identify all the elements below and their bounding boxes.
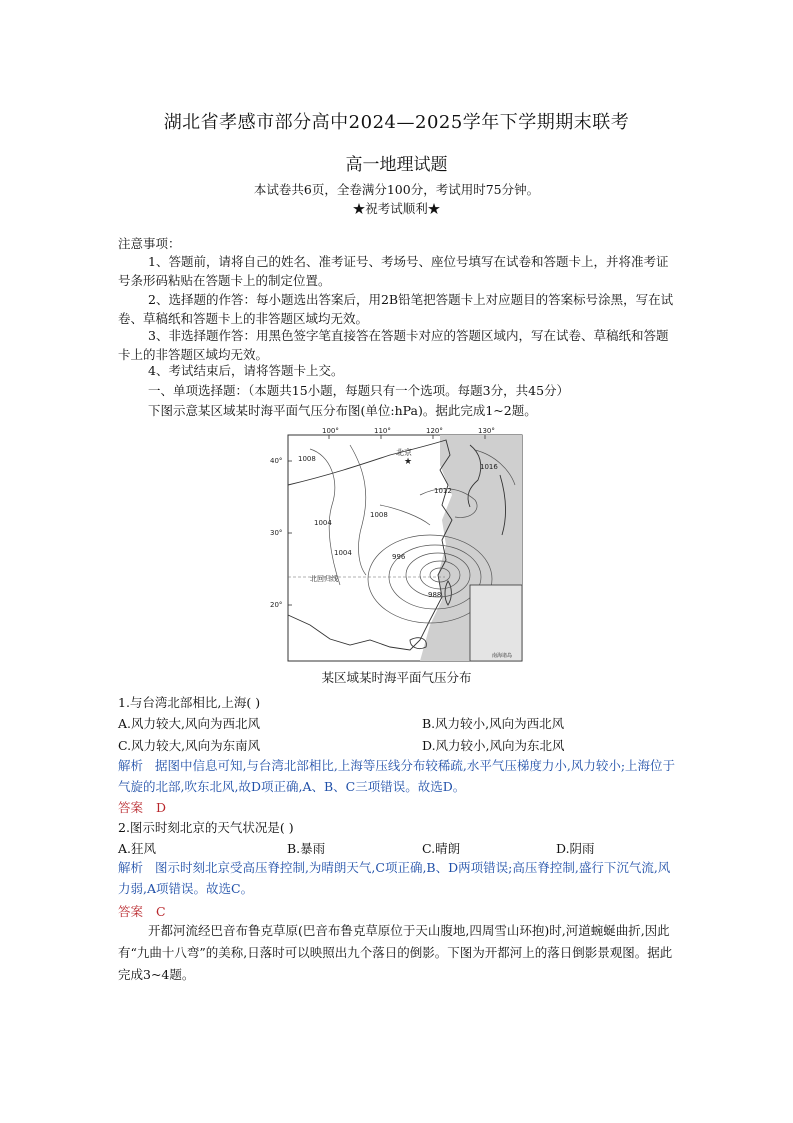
q1-answer bbox=[118, 798, 166, 816]
q2-answer bbox=[118, 902, 166, 920]
isobar-label-7: 996 bbox=[392, 553, 406, 561]
pressure-map-svg bbox=[270, 425, 526, 665]
isobar-label-1: 1008 bbox=[298, 455, 316, 463]
place-label-tropic: 北回归线 bbox=[310, 575, 338, 583]
passage-kaidu-river: 开都河流经巴音布鲁克草原(巴音布鲁克草原位于天山腹地,四周雪山环抱)时,河道蜿蜒曲折,因此有“九曲十八弯”的美称,日落时可以映照出九个落日的倒影。下图为开都河上的落日倒影景观图。据此完成3~4题。 bbox=[118, 923, 673, 982]
isobar-label-4: 1008 bbox=[370, 511, 388, 519]
notice-heading: 注意事项： bbox=[118, 236, 181, 251]
lon-label-130: 130° bbox=[478, 427, 495, 435]
q2-option-d: D.阴雨 bbox=[556, 841, 595, 856]
section1-intro: 下图示意某区域某时海平面气压分布图(单位:hPa)。据此完成1~2题。 bbox=[148, 403, 537, 418]
q2-analysis-label: 解析 bbox=[118, 860, 144, 875]
q1-option-b: B.风力较小,风向为西北风 bbox=[422, 716, 565, 731]
exam-subtitle: 高一地理试题 bbox=[345, 155, 448, 175]
pressure-map-figure bbox=[270, 425, 526, 665]
q2-stem: 2.图示时刻北京的天气状况是( ) bbox=[118, 820, 294, 835]
lat-label-20: 20° bbox=[270, 601, 283, 609]
notice-item-2: 2、选择题的作答：每小题选出答案后，用2B铅笔把答题卡上对应题目的答案标号涂黑，写在试卷、草稿纸和答题卡上的非答题区域均无效。 bbox=[118, 292, 674, 326]
lon-label-100: 100° bbox=[322, 427, 339, 435]
exam-title: 湖北省孝感市部分高中2024—2025学年下学期期末联考 bbox=[163, 112, 630, 133]
beijing-star-icon: ★ bbox=[404, 457, 413, 467]
q2-analysis bbox=[118, 857, 678, 899]
q1-option-c: C.风力较大,风向为东南风 bbox=[118, 738, 261, 753]
exam-wish: ★祝考试顺利★ bbox=[352, 201, 441, 216]
q1-stem: 1.与台湾北部相比,上海( ) bbox=[118, 695, 261, 710]
lon-label-110: 110° bbox=[374, 427, 391, 435]
isobar-label-2: 1016 bbox=[480, 463, 498, 471]
figure-caption: 某区域某时海平面气压分布 bbox=[321, 670, 472, 685]
q2-option-b: B.暴雨 bbox=[287, 841, 326, 856]
isobar-label-8: 988 bbox=[428, 591, 442, 599]
isobar-label-5: 1004 bbox=[314, 519, 332, 527]
q2-option-a: A.狂风 bbox=[118, 841, 157, 856]
q2-option-c: C.晴朗 bbox=[422, 841, 461, 856]
lat-label-30: 30° bbox=[270, 529, 283, 537]
section1-heading: 一、单项选择题：（本题共15小题，每题只有一个选项。每题3分，共45分） bbox=[148, 383, 570, 398]
q2-answer-value: C bbox=[155, 904, 166, 919]
q1-option-d: D.风力较小,风向为东北风 bbox=[422, 738, 565, 753]
q1-analysis-text: 据图中信息可知,与台湾北部相比,上海等压线分布较稀疏,水平气压梯度力小,风力较小;上海位于气旋的北部,吹东北风,故D项正确,A、B、C三项错误。故选D。 bbox=[118, 758, 676, 794]
q1-analysis bbox=[118, 755, 678, 797]
isobar-label-3: 1012 bbox=[434, 487, 452, 495]
lon-label-120: 120° bbox=[426, 427, 443, 435]
notice-item-1: 1、答题前，请将自己的姓名、准考证号、考场号、座位号填写在试卷和答题卡上，并将准考证号条形码粘贴在答题卡上的制定位置。 bbox=[118, 254, 669, 288]
isobar-label-6: 1004 bbox=[334, 549, 352, 557]
place-label-south-sea: 南海诸岛 bbox=[492, 653, 513, 659]
notice-item-4: 4、考试结束后，请将答题卡上交。 bbox=[148, 363, 344, 378]
notice-item-3: 3、非选择题作答：用黑色签字笔直接答在答题卡对应的答题区域内，写在试卷、草稿纸和答题卡上的非答题区域均无效。 bbox=[118, 328, 669, 362]
q1-answer-value: D bbox=[155, 800, 167, 815]
place-label-beijing: 北京 bbox=[396, 448, 412, 457]
q2-analysis-text: 图示时刻北京受高压脊控制,为晴朗天气,C项正确,B、D两项错误;高压脊控制,盛行下沉气流,风力弱,A项错误。故选C。 bbox=[118, 860, 671, 896]
q2-answer-label: 答案 bbox=[118, 904, 144, 919]
exam-intro: 本试卷共6页，全卷满分100分，考试用时75分钟。 bbox=[253, 182, 540, 197]
q1-option-a: A.风力较大,风向为西北风 bbox=[118, 716, 260, 731]
q1-analysis-label: 解析 bbox=[118, 758, 144, 773]
q1-answer-label: 答案 bbox=[118, 800, 144, 815]
lat-label-40: 40° bbox=[270, 457, 283, 465]
